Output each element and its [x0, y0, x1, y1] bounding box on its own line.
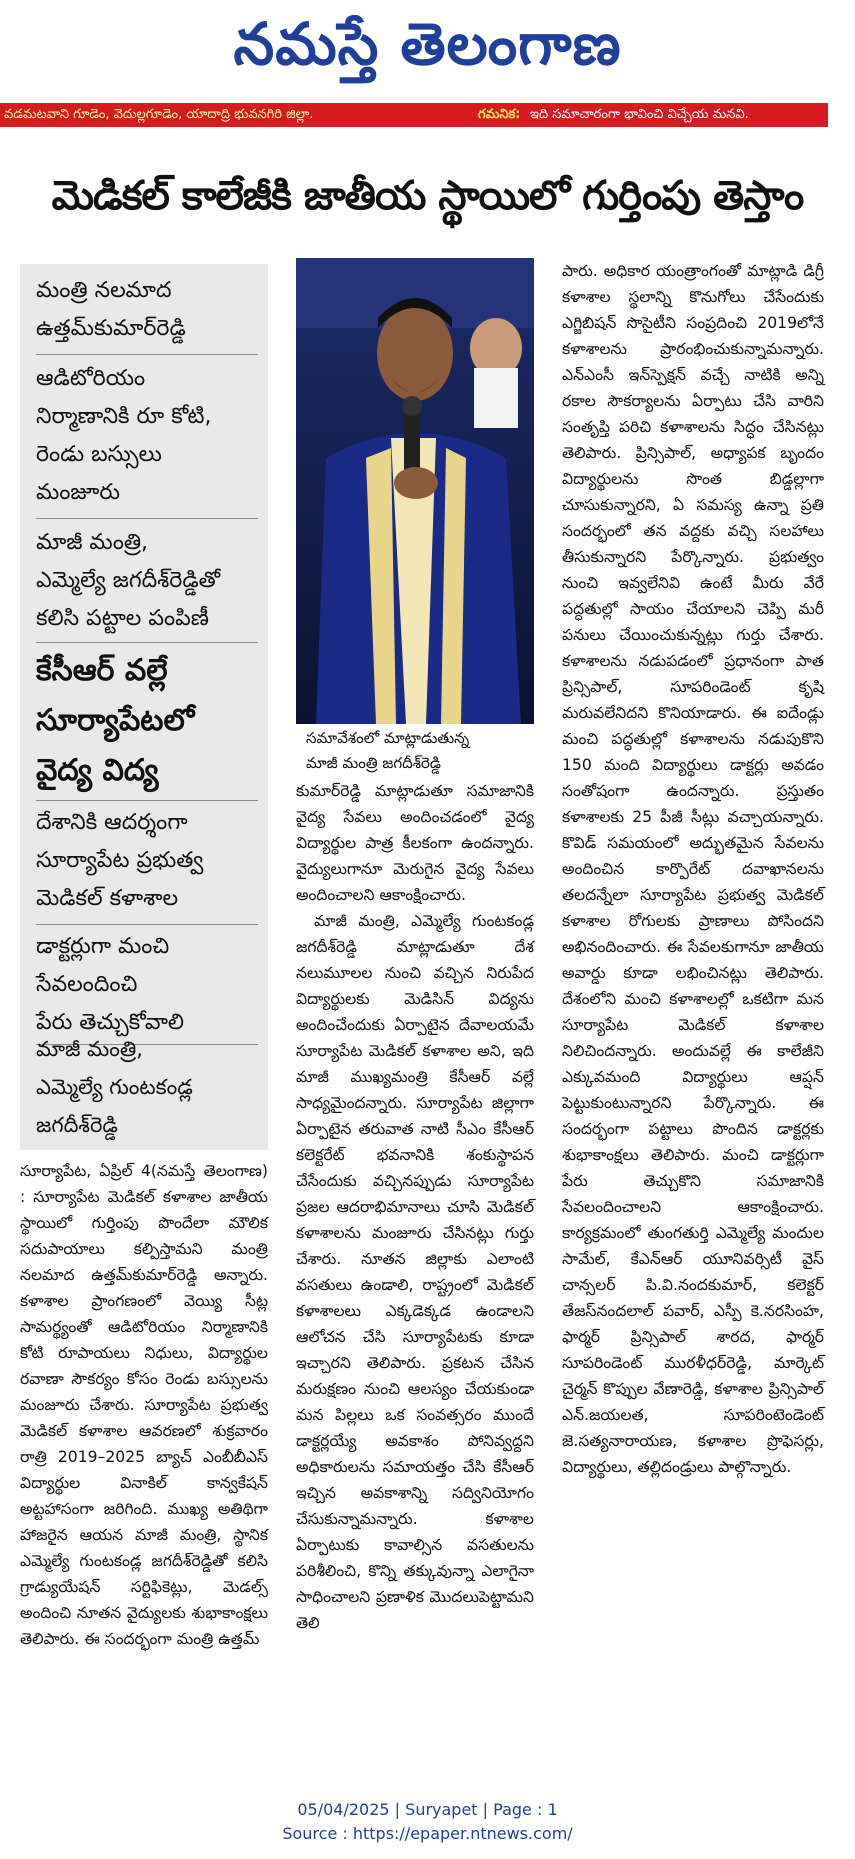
- highlight-6: [36, 928, 258, 1042]
- article-column-3: [562, 258, 824, 1480]
- article-column-1: [20, 1158, 268, 1652]
- article-column-2: [296, 778, 534, 1636]
- footer-source: Source : https://epaper.ntnews.com/: [282, 1824, 573, 1843]
- caption-line: సమావేశంలో మాట్లాడుతున్న: [306, 729, 470, 747]
- highlight-4: [36, 646, 258, 796]
- highlight-5: [36, 804, 258, 918]
- highlight-line: కేసీఆర్ వల్లే: [36, 653, 168, 688]
- highlight-line: మాజీ మంత్రి,: [36, 1037, 143, 1061]
- highlight-line: ఆడిటోరియం: [36, 366, 146, 391]
- masthead: [0, 0, 855, 95]
- paragraph: కుమార్‌రెడ్డి మాట్లాడుతూ సమాజానికి వైద్య సేవలు అందించడంలో వైద్య విద్యార్థుల పాత్ర కీలకంగా ఉందన్నారు. వైద్యులుగానూ మెరుగైన వైద్య సేవలు అందించాలని ఆకాంక్షించారు.: [296, 782, 534, 904]
- ticker-strip: [0, 103, 828, 127]
- highlight-line: ఎమ్మెల్యే జగదీశ్‌రెడ్డితో: [36, 568, 221, 593]
- highlight-line: పేరు తెచ్చుకోవాలి: [36, 1010, 185, 1035]
- highlight-line: వైద్య విద్య: [36, 753, 159, 788]
- highlight-line: మాజీ మంత్రి,: [36, 530, 149, 555]
- highlight-line: మంత్రి నలమాద: [36, 278, 172, 303]
- highlight-line: మెడికల్ కళాశాల: [36, 886, 179, 911]
- paragraph: పారు. అధికార యంత్రాంగంతో మాట్లాడి డిగ్రీ కళాశాల స్థలాన్ని కొనుగోలు చేసేందుకు ఎగ్జిబిషన్ సొసైటీని సంప్రదించి 2019లోనే కళాశాలను ప్రారంభించుకున్నామన్నారు. ఎన్ఎంసీ ఇన్‌స్పెక్షన్ వచ్చే నాటికి అన్ని రకాల సౌకర్యాలను ఏర్పాటు చేసి వారిని సంతృప్తి పరిచి కళాశాలను సిద్ధం చేసినట్లు తెలిపారు. ప్రిన్సిపాల్, అధ్యాపక బృందం విద్యార్థులను సొంత బిడ్డల్లాగా చూసుకున్నారని, ఏ సమస్య ఉన్నా ప్రతి సందర్భంలో తన వద్దకు వచ్చి సలహాలు తీసుకున్నారని పేర్కొన్నారు. ప్రభుత్వం నుంచి ఇవ్వలేనివి ఉంటే మీరు వేరే పద్ధతుల్లో సాయం చేయాలని చెప్పి మరీ పనులు చేయించుకున్నట్లు గుర్తు చేశారు. కళాశాలను నడుపడంలో ప్రధానంగా పాత ప్రిన్సిపాల్, సూపరిండెంట్ కృషి మరువలేనిదని కొనియాడారు. ఈ ఐదేండ్లు మంచి పద్ధతుల్లో కళాశాలను నడుపుకొని 150 మంది విద్యార్థులు డాక్టర్లు అవడం సంతోషంగా ఉందన్నారు. ప్రస్తుతం కళాశాలకు 25 పీజీ సీట్లు వచ్చాయన్నారు. కొవిడ్ సమయంలో అద్భుతమైన సేవలను అందించిన కార్పొరేట్ దవాఖానలను తలదన్నేలా సూర్యాపేట ప్రభుత్వ మెడికల్ కళాశాల రోగులకు ప్రాణాలు పోసిందని అభినందించారు. ఈ సేవలకుగానూ జాతీయ అవార్డు కూడా లభించినట్లు తెలిపారు. దేశంలోని మంచి కళాశాలల్లో ఒకటిగా మన సూర్యాపేట మెడికల్ కళాశాల నిలిచిందన్నారు. అందువల్లే ఈ కాలేజీని ఎక్కువమంది విద్యార్థులు ఆప్షన్ పెట్టుకుంటున్నారని పేర్కొన్నారు. ఈ సందర్భంగా పట్టాలు పొందిన డాక్టర్లకు శుభాకాంక్షలు తెలిపారు. మంచి డాక్టర్లుగా పేరు తెచ్చుకొని సమాజానికి సేవలందించాలని ఆకాంక్షించారు. కార్యక్రమంలో తుంగతుర్తి ఎమ్మెల్యే మందుల సామేల్, కేఎన్ఆర్ యూనివర్సిటీ వైస్ చాన్సలర్ పి.వి.నందకుమార్, కలెక్టర్ తేజస్‌నందలాల్ పవార్, ఎస్పీ కె.నరసింహ, ఫార్మర్ ప్రిన్సిపాల్ శారద, ఫార్మర్ సూపరిండెంట్ మురళీధర్‌రెడ్డి, మార్కెట్ చైర్మన్ కొప్పుల వేణారెడ్డి, కళాశాల ప్రిన్సిపాల్ ఎన్.జయలత, సూపరింటెండెంట్ జె.సత్యనారాయణ, కళాశాల ప్రొఫెసర్లు, విద్యార్థులు, తల్లిదండ్రులు పాల్గొన్నారు.: [562, 262, 824, 1476]
- ticker-note-label: గమనిక:: [478, 107, 521, 122]
- highlight-line: ఉత్తమ్‌కుమార్‌రెడ్డి: [36, 316, 186, 341]
- highlight-line: సూర్యాపేటలో: [36, 703, 195, 738]
- headline: మెడికల్ కాలేజీకి జాతీయ స్థాయిలో గుర్తింపు తెస్తాం: [51, 173, 804, 219]
- highlight-line: సూర్యాపేట ప్రభుత్వ: [36, 848, 204, 873]
- paragraph: సూర్యాపేట, ఏప్రిల్ 4(నమస్తే తెలంగాణ) : సూర్యాపేట మెడికల్ కళాశాల జాతీయ స్థాయిలో గుర్తింపు పొందేలా మౌలిక సదుపాయాలు కల్పిస్తామని మంత్రి నలమాద ఉత్తమ్‌కుమార్‌రెడ్డి అన్నారు. కళాశాల ప్రాంగణంలో వెయ్యి సీట్ల సామర్థ్యంతో ఆడిటోరియం నిర్మాణానికి కోటి రూపాయలు నిధులు, విద్యార్థుల రవాణా సౌకర్యం కోసం రెండు బస్సులను మంజూరు చేశారు. సూర్యాపేట ప్రభుత్వ మెడికల్ కళాశాల ఆవరణలో శుక్రవారం రాత్రి 2019–2025 బ్యాచ్ ఎంబీబీఎస్ విద్యార్థుల వినాకిల్ కాన్వకేషన్ అట్టహాసంగా జరిగింది. ముఖ్య అతిథిగా హాజరైన ఆయన మాజీ మంత్రి, స్థానిక ఎమ్మెల్యే గుంటకండ్ల జగదీశ్‌రెడ్డితో కలిసి గ్రాడ్యుయేషన్ సర్టిఫికెట్లు, మెడల్స్ అందించి నూతన వైద్యులకు శుభాకాంక్షలు తెలిపారు. ఈ సందర్భంగా మంత్రి ఉత్తమ్: [20, 1162, 268, 1648]
- divider: [36, 518, 258, 519]
- divider: [36, 800, 258, 801]
- highlight-line: నిర్మాణానికి రూ కోటి,: [36, 404, 212, 429]
- highlight-1: [36, 272, 258, 348]
- highlight-3: [36, 524, 258, 638]
- footer-dateline: 05/04/2025 | Suryapet | Page : 1: [297, 1800, 558, 1819]
- divider: [36, 642, 258, 643]
- highlight-line: డాక్టర్లుగా మంచి: [36, 934, 170, 959]
- highlight-line: ఎమ్మెల్యే గుంటకండ్ల: [36, 1075, 193, 1099]
- highlight-7: [36, 1030, 258, 1144]
- divider: [36, 924, 258, 925]
- highlight-line: సేవలందించి: [36, 972, 138, 997]
- caption-line: మాజీ మంత్రి జగదీశ్‌రెడ్డి: [306, 754, 441, 772]
- speaker-photo: [296, 258, 534, 724]
- highlights-sidebar: [20, 264, 268, 1150]
- highlight-line: మంజూరు: [36, 480, 120, 505]
- speaker-illustration: [296, 258, 534, 724]
- photo-caption: [296, 726, 534, 776]
- highlight-line: జగదీశ్‌రెడ్డి: [36, 1113, 118, 1137]
- paragraph: మాజీ మంత్రి, ఎమ్మెల్యే గుంటకండ్ల జగదీశ్‌రెడ్డి మాట్లాడుతూ దేశ నలుమూలల నుంచి వచ్చిన నిరుపేద విద్యార్థులకు మెడిసిన్ విద్యను అందించేందుకు ఏర్పాటైన దేవాలయమే సూర్యాపేట మెడికల్ కళాశాల అని, ఇది మాజీ ముఖ్యమంత్రి కేసీఆర్ వల్లే సాధ్యమైందన్నారు. సూర్యాపేట జిల్లాగా ఏర్పాటైన తరువాత నాటి సీఎం కేసీఆర్ కలెక్టరేట్ భవనానికి శంకుస్థాపన చేసేందుకు వచ్చినప్పుడు సూర్యాపేట ప్రజల ఆదరాభిమానాలు చూసి మెడికల్ కళాశాలను మంజూరు చేసినట్లు గుర్తు చేశారు. నూతన జిల్లాకు ఎలాంటి వసతులు ఉండాలి, రాష్ట్రంలో మెడికల్ కళాశాలలు ఎక్కడెక్కడ ఉండాలని ఆలోచన చేసి సూర్యాపేటకు కూడా ఇచ్చారని తెలిపారు. ప్రకటన చేసిన మరుక్షణం నుంచి ఆలస్యం చేయకుండా మన పిల్లలు ఒక సంవత్సరం ముందే డాక్టర్లయ్యే అవకాశం పోనివ్వద్దని అధికారులను సమాయత్తం చేసి కేసీఆర్ ఇచ్చిన అవకాశాన్ని సద్వినియోగం చేసుకున్నామన్నారు. కళాశాల ఏర్పాటుకు కావాల్సిన వసతులను పరిశీలించి, కొన్ని తక్కువున్నా ఎలాగైనా సాధించాలని ప్రణాళిక మొదలుపెట్టామని తెలి: [296, 912, 534, 1632]
- ticker-text: వడమటవాని గూడెం, వెదుల్లగూడెం, యాదాద్రి భువనగిరి జిల్లా.: [4, 107, 314, 122]
- highlight-line: కలిసి పట్టాల పంపిణీ: [36, 606, 209, 631]
- ticker-note: ఇది సమాచారంగా భావించి విచ్చేయ మనవి.: [530, 107, 749, 122]
- highlight-line: రెండు బస్సులు: [36, 442, 162, 467]
- divider: [36, 354, 258, 355]
- newspaper-title: నమస్తే తెలంగాణ: [233, 10, 622, 78]
- highlight-line: దేశానికి ఆదర్శంగా: [36, 810, 188, 835]
- highlight-2: [36, 360, 258, 512]
